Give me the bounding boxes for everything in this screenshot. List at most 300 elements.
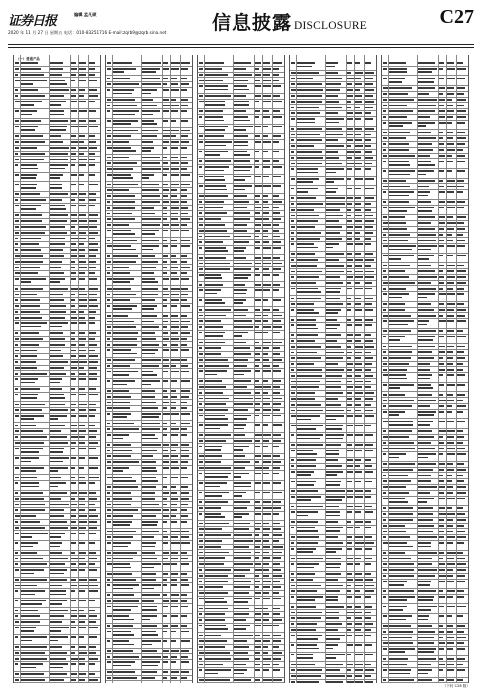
table-cell [79,415,87,417]
table-cell [171,428,179,430]
table-cell [205,418,228,420]
table-cell [113,416,127,418]
table-cell [389,180,406,182]
table-cell [15,278,19,280]
table-cell [199,370,203,372]
table-cell [291,681,295,683]
table-cell [439,448,444,450]
table-cell [383,394,387,396]
table-cell [273,646,279,648]
table-cell [447,669,454,671]
table-cell [447,293,455,295]
table-cell [181,390,190,392]
table-cell [171,677,177,679]
table-cell [383,303,387,305]
table-cell [418,625,432,627]
table-cell [447,143,454,145]
table-cell [163,321,168,323]
table-cell [142,374,157,376]
table-cell [347,675,352,677]
table-cell [71,184,76,186]
table-cell [21,126,38,128]
table-cell [439,99,445,101]
table-cell [234,195,247,197]
table-cell [21,147,37,149]
table-cell [50,636,68,638]
table-cell [326,481,341,483]
table-cell [199,212,202,214]
table-cell [234,320,252,322]
table-cell [255,528,260,530]
table-cell [389,584,404,586]
table-cell [447,625,453,627]
table-cell [365,276,374,278]
table-cell [347,276,353,278]
table-cell [389,132,410,134]
table-cell [89,147,97,149]
table-cell [447,105,453,107]
table-cell [255,664,260,666]
table-cell [142,644,152,646]
table-cell [79,332,85,334]
table-cell [171,130,179,132]
table-cell [355,324,362,326]
table-cell [383,536,386,538]
table-cell [297,428,316,430]
table-cell [89,646,96,648]
table-cell [107,141,111,143]
table-cell [347,669,351,671]
table-cell [355,83,362,85]
table-cell [383,411,387,413]
table-cell [389,320,414,322]
table-cell [418,99,437,101]
table-cell [79,658,85,660]
table-cell [347,334,353,336]
table-cell [326,681,343,683]
table-cell [142,315,157,317]
table-cell [50,226,65,228]
table-cell [113,261,136,263]
table-cell [163,631,167,633]
table-cell [355,606,361,608]
table-cell [21,492,43,494]
table-cell [273,309,279,311]
table-cell [447,234,452,236]
table-cell [389,324,408,326]
table-cell [383,405,386,407]
table-cell [273,342,282,344]
table-cell [273,326,282,328]
table-cell [181,240,190,242]
table-cell [89,527,97,529]
table-cell [107,615,112,617]
table-cell [263,635,270,637]
table-cell [365,334,371,336]
table-cell [113,207,135,209]
table-cell [291,151,294,153]
table-cell [383,498,388,500]
table-cell [21,600,46,602]
table-cell [79,457,85,459]
table-cell [457,498,465,500]
table-cell [326,253,344,255]
table-cell [418,442,431,444]
table-cell [163,299,167,301]
table-cell [79,569,85,571]
table-cell [163,168,169,170]
table-cell [365,107,373,109]
table-cell [255,501,260,503]
table-cell [71,141,78,143]
table-cell [355,319,362,321]
table-cell [171,579,177,581]
table-cell [383,637,387,639]
table-cell [255,409,260,411]
table-cell [199,166,202,168]
table-cell [181,594,187,596]
table-cell [71,332,75,334]
table-cell [205,513,221,515]
table-cell [383,293,387,295]
table-cell [199,353,203,355]
table-cell [297,309,314,311]
table-cell [107,83,111,85]
table-cell [389,480,411,482]
table-cell [199,586,203,588]
table-cell [389,625,411,627]
table-cell [383,590,386,592]
table-cell [171,184,179,186]
table-cell [418,411,436,413]
table-cell [365,496,371,498]
table-cell [50,585,62,587]
table-cell [326,398,338,400]
table-cell [365,465,372,467]
table-cell [457,143,465,145]
table-cell [365,635,371,637]
table-cell [199,359,203,361]
table-cell [142,321,154,323]
table-cell [297,157,323,159]
table-cell [205,467,231,469]
table-cell [365,89,374,91]
table-cell [163,332,168,334]
table-cell [15,658,19,660]
masthead-rule [8,44,474,45]
table-cell [113,438,123,440]
table-cell [291,415,296,417]
table-cell [291,527,294,529]
table-cell [181,68,188,70]
table-cell [79,350,86,352]
table-cell [291,232,294,234]
table-cell [205,424,228,426]
table-cell [142,380,160,382]
table-cell [291,238,294,240]
table-cell [418,519,433,521]
table-cell [113,573,132,575]
table-cell [439,394,443,396]
table-cell [113,477,132,479]
table-cell [383,309,386,311]
table-divider [417,55,418,683]
table-cell [15,627,19,629]
table-cell [297,163,322,165]
table-divider [346,55,347,683]
table-cell [107,371,111,373]
table-cell [355,101,362,103]
table-cell [71,272,76,274]
table-cell [205,449,221,451]
table-cell [234,495,242,497]
table-cell [79,272,85,274]
table-cell [389,619,406,621]
table-cell [297,181,313,183]
table-cell [273,569,281,571]
table-cell [21,299,40,301]
table-cell [389,387,400,389]
table-cell [171,467,179,469]
table-cell [297,197,316,199]
table-cell [447,664,454,666]
table-cell [326,247,333,249]
table-cell [347,450,353,452]
table-divider [272,55,273,683]
table-cell [21,187,36,189]
table-cell [383,161,386,163]
table-cell [142,567,154,569]
table-cell [163,450,168,452]
table-cell [326,657,336,659]
table-cell [50,74,62,76]
table-cell [79,126,87,128]
table-cell [113,413,131,415]
table-cell [383,469,388,471]
table-cell [205,601,227,603]
table-cell [113,467,129,469]
table-cell [89,350,95,352]
table-cell [199,523,203,525]
table-cell [113,110,139,112]
table-cell [171,189,177,191]
table-cell [142,677,155,679]
table-cell [326,151,338,153]
table-cell [291,303,295,305]
table-cell [383,363,387,365]
table-cell [447,596,453,598]
table-cell [15,255,20,257]
table-cell [418,501,427,503]
table-cell [291,573,294,575]
table-cell [50,663,68,665]
table-cell [205,575,228,577]
table-cell [263,289,270,291]
table-cell [163,536,168,538]
table-cell [71,80,75,82]
table-cell [355,465,360,467]
table-cell [326,530,340,532]
table-cell [418,258,429,260]
table-cell [113,299,130,301]
table-cell [89,220,97,222]
table-cell [447,245,455,247]
table-cell [291,623,294,625]
table-cell [171,349,178,351]
table-cell [418,161,431,163]
table-cell [163,162,168,164]
table-cell [234,359,248,361]
table-cell [71,243,76,245]
table-cell [418,651,434,653]
table-cell [199,664,203,666]
table-cell [418,62,435,64]
table-cell [181,650,189,652]
table-cell [263,467,269,469]
table-cell [326,226,342,228]
table-cell [107,224,111,226]
table-cell [418,276,437,278]
table-cell [50,515,64,517]
table-cell [71,226,75,228]
table-cell [113,661,135,663]
table-cell [163,83,167,85]
table-cell [457,648,465,650]
table-cell [71,498,75,500]
table-cell [107,120,111,122]
table-cell [297,511,318,513]
table-cell [347,471,353,473]
table-cell [205,284,223,286]
table-cell [113,396,131,398]
table-cell [439,513,446,515]
table-cell [439,498,445,500]
table-cell [418,330,436,332]
table-cell [418,346,435,348]
table-cell [255,101,259,103]
table-cell [71,305,75,307]
table-cell [79,367,84,369]
table-cell [255,95,261,97]
table-cell [297,95,322,97]
table-cell [107,321,112,323]
table-cell [326,112,338,114]
table-cell [107,671,112,673]
table-cell [383,513,386,515]
table-cell [326,573,341,575]
table-cell [297,83,322,85]
table-cell [297,139,322,141]
table-cell [21,482,39,484]
table-cell [291,369,294,371]
table-cell [273,299,281,301]
table-cell [326,551,336,553]
table-cell [79,232,86,234]
table-cell [418,228,435,230]
table-cell [389,346,412,348]
table-cell [297,259,318,261]
table-cell [199,434,203,436]
table-cell [326,654,345,656]
table-cell [418,339,433,341]
table-cell [181,563,189,565]
table-cell [234,347,250,349]
table-cell [107,504,111,506]
table-cell [365,271,374,273]
table-cell [50,214,68,216]
table-cell [326,459,338,461]
table-cell [205,440,226,442]
table-cell [205,120,224,122]
table-cell [457,606,466,608]
table-cell [50,509,64,511]
table-cell [163,504,167,506]
table-cell [50,344,65,346]
table-cell [347,139,353,141]
table-divider [233,55,234,683]
table-cell [234,236,251,238]
table-cell [71,355,76,357]
table-cell [297,220,318,222]
table-cell [326,163,342,165]
table-cell [355,404,361,406]
table-cell [79,373,86,375]
table-cell [347,209,351,211]
table-cell [439,161,444,163]
table-cell [79,425,85,427]
table-cell [326,128,342,130]
table-cell [457,448,465,450]
table-cell [107,105,110,107]
table-cell [383,110,386,112]
table-cell [389,330,411,332]
table-cell [418,297,427,299]
table-cell [347,369,352,371]
table-cell [355,168,361,170]
table-cell [171,147,178,149]
table-cell [263,68,271,70]
table-cell [107,650,111,652]
table-cell [273,116,282,118]
table-cell [205,68,222,70]
table-cell [199,141,203,143]
table-cell [89,673,95,675]
table-cell [21,305,40,307]
table-cell [89,373,97,375]
table-cell [255,201,259,203]
table-cell [418,93,429,95]
table-cell [273,151,279,153]
table-cell [447,137,453,139]
table-cell [255,492,260,494]
table-cell [107,434,111,436]
table-cell [107,89,110,91]
table-cell [107,157,111,159]
table-cell [457,228,465,230]
table-cell [355,276,363,278]
table-cell [21,418,34,420]
table-cell [79,467,84,469]
table-cell [365,188,374,190]
table-cell [365,72,374,74]
table-cell [234,263,252,265]
table-cell [107,68,111,70]
table-cell [347,542,352,544]
table-cell [457,351,464,353]
table-cell [457,525,464,527]
table-cell [383,669,387,671]
table-cell [50,159,68,161]
